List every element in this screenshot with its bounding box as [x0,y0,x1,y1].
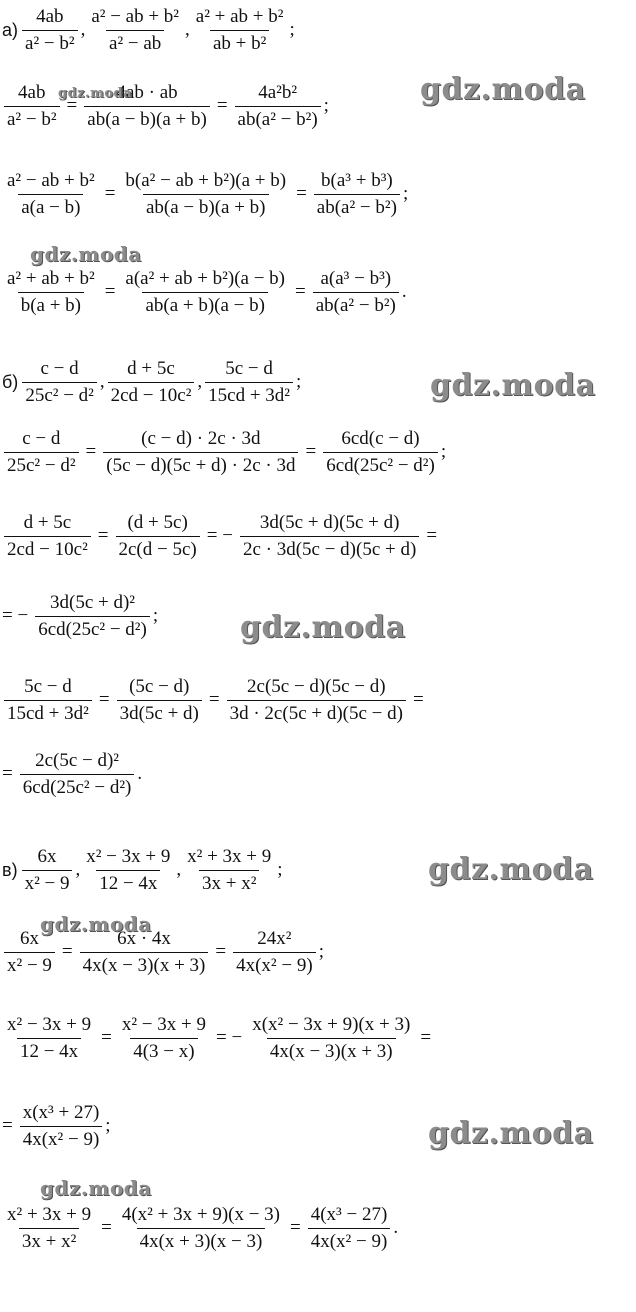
fraction: $\frac{\text{3d(5c + d)²}}{\text{6cd(25c² − d²)}}$ [35,592,150,641]
fraction: $\frac{\text{a² + ab + b²}}{b(a + b)}$ [7,268,95,316]
part-b-step-1: $\frac{c - d}{\text{25c² − d²}}$ = $\frac{(c - d) \cdot 2c \cdot 3d}{(5c - d)(5c + d) \cdot 2c \cdot 3d}$ = $\frac{6cd(c - d)}{\text{6cd(25c² − d²)}}$ ; [2,428,447,477]
fraction: $\frac{6x \cdot 4x}{4x(x - 3)(x + 3)}$ [80,928,209,977]
fraction: $\frac{4ab \cdot ab}{ab(a - b)(a + b)}$ [84,82,210,131]
fraction: $\frac{\text{x(x² − 3x + 9)(x + 3)}}{4x(x - 3)(x + 3)}$ [252,1014,411,1062]
part-b-step-3: $\frac{5c - d}{\text{15cd + 3d²}}$ = $\frac{(5c - d)}{3d(5c + d)}$ = $\frac{2c(5c - d)(5c - d)}{3d \cdot 2c(5c + d)(5c - d)}$ = [2,676,429,725]
fraction: $\frac{\text{x² − 3x + 9}}{12 - 4x}$ [86,846,171,894]
part-a-label: а) [2,19,19,40]
fraction: $\frac{(c - d) \cdot 2c \cdot 3d}{(5c - d)(5c + d) \cdot 2c \cdot 3d}$ [103,428,298,477]
fraction: $\frac{5c - d}{\text{15cd + 3d²}}$ [205,358,293,407]
fraction: $\frac{\text{x² − 3x + 9}}{4(3 - x)}$ [121,1014,206,1062]
fraction: $\frac{(d + 5c)}{2c(d - 5c)}$ [116,512,200,561]
fraction: $\frac{\text{x² + 3x + 9}}{\text{3x + x²}}$ [187,846,272,894]
fraction: $\frac{(5c - d)}{3d(5c + d)}$ [117,676,202,725]
fraction: $\frac{d + 5c}{\text{2cd − 10c²}}$ [108,358,195,407]
fraction: $\frac{6cd(c - d)}{\text{6cd(25c² − d²)}}$ [323,428,438,477]
fraction: $\frac{4ab}{\text{a² − b²}}$ [4,82,60,131]
fraction: $\frac{6x}{\text{x² − 9}}$ [22,846,73,895]
part-a-given: а) $\frac{4ab}{\text{a² − b²}}$ , $\frac{\text{a² − ab + b²}}{\text{a² − ab}}$ , $\frac{\text{a² + ab + b²}}{\text{ab + b²}}$ ; [2,6,295,54]
fraction: $\frac{\text{a(a³ − b³)}}{\text{ab(a² − b²)}}$ [313,268,399,317]
part-v-step-2: $\frac{\text{x² − 3x + 9}}{12 - 4x}$ = $\frac{\text{x² − 3x + 9}}{4(3 - x)}$ = − $\frac{\text{x(x² − 3x + 9)(x + 3)}}{4x(x - 3)(x + 3)}$ = [2,1014,436,1063]
fraction: $\frac{\text{a² + ab + b²}}{\text{ab + b²}}$ [195,6,284,54]
watermark: gdz.moda [428,1116,594,1151]
part-a-step-3: $\frac{\text{a² + ab + b²}}{b(a + b)}$ = $\frac{\text{a(a² + ab + b²)(a − b)}}{ab(a + b)(a - b)}$ = $\frac{\text{a(a³ − b³)}}{\text{ab(a² − b²)}}$ . [2,268,408,317]
part-a-step-1: $\frac{4ab}{\text{a² − b²}}$ = $\frac{4ab \cdot ab}{ab(a - b)(a + b)}$ = $\frac{\text{4a²b²}}{\text{ab(a² − b²)}}$ ; [2,82,330,131]
part-v-given: в) $\frac{6x}{\text{x² − 9}}$ , $\frac{\text{x² − 3x + 9}}{12 - 4x}$ , $\frac{\text{x² + 3x + 9}}{\text{3x + x²}}$ ; [2,846,283,894]
watermark: gdz.moda [240,610,406,645]
fraction: $\frac{\text{a² − ab + b²}}{\text{a² − ab}}$ [91,6,180,54]
fraction: $\frac{\text{24x²}}{\text{4x(x² − 9)}}$ [233,928,316,977]
part-b-given: б) $\frac{c - d}{\text{25c² − d²}}$ , $\frac{d + 5c}{\text{2cd − 10c²}}$ , $\frac{5c - d}{\text{15cd + 3d²}}$ ; [2,358,302,406]
fraction: $\frac{c - d}{\text{25c² − d²}}$ [22,358,97,407]
part-v-step-3: $\frac{\text{x² + 3x + 9}}{\text{3x + x²}}$ = $\frac{\text{4(x² + 3x + 9)(x − 3)}}{4x(x + 3)(x - 3)}$ = $\frac{\text{4(x³ − 27)}}{\text{4x(x² − 9)}}$ . [2,1204,399,1253]
watermark: gdz.moda [30,242,142,266]
part-v-step-2-result: = $\frac{\text{x(x³ + 27)}}{\text{4x(x² − 9)}}$ ; [2,1102,111,1150]
fraction: $\frac{\text{b(a³ + b³)}}{\text{ab(a² − b²)}}$ [314,170,400,219]
part-a-step-2: $\frac{\text{a² − ab + b²}}{a(a - b)}$ = $\frac{\text{b(a² − ab + b²)(a + b)}}{ab(a - b)(a + b)}$ = $\frac{\text{b(a³ + b³)}}{\text{ab(a² − b²)}}$ ; [2,170,409,219]
part-b-step-2-result: = − $\frac{\text{3d(5c + d)²}}{\text{6cd(25c² − d²)}}$ ; [2,592,159,640]
part-b-step-3-result: = $\frac{\text{2c(5c − d)²}}{\text{6cd(25c² − d²)}}$ . [2,750,143,798]
fraction: $\frac{\text{x(x³ + 27)}}{\text{4x(x² − 9)}}$ [20,1102,103,1151]
fraction: $\frac{3d(5c + d)(5c + d)}{2c \cdot 3d(5c - d)(5c + d)}$ [240,512,419,561]
watermark: gdz.moda [430,368,596,403]
watermark: gdz.moda [58,86,133,101]
fraction: $\frac{\text{4(x³ − 27)}}{\text{4x(x² − 9)}}$ [308,1204,391,1253]
watermark: gdz.moda [40,912,152,936]
watermark: gdz.moda [420,72,586,107]
fraction: $\frac{d + 5c}{\text{2cd − 10c²}}$ [4,512,91,561]
part-b-step-2: $\frac{d + 5c}{\text{2cd − 10c²}}$ = $\frac{(d + 5c)}{2c(d - 5c)}$ = − $\frac{3d(5c + d)(5c + d)}{2c \cdot 3d(5c - d)(5c + d)}$ = [2,512,442,561]
fraction: $\frac{\text{2c(5c − d)²}}{\text{6cd(25c² − d²)}}$ [20,750,135,799]
fraction: $\frac{\text{a² − ab + b²}}{a(a - b)}$ [7,170,95,218]
fraction: $\frac{2c(5c - d)(5c - d)}{3d \cdot 2c(5c + d)(5c - d)}$ [227,676,406,725]
fraction: $\frac{\text{a(a² + ab + b²)(a − b)}}{ab(a + b)(a - b)}$ [125,268,286,316]
fraction: $\frac{\text{x² − 3x + 9}}{12 - 4x}$ [7,1014,92,1062]
watermark: gdz.moda [40,1176,152,1200]
watermark: gdz.moda [428,852,594,887]
part-v-label: в) [2,859,18,880]
fraction: $\frac{5c - d}{\text{15cd + 3d²}}$ [4,676,92,725]
part-v-step-1: $\frac{6x}{\text{x² − 9}}$ = $\frac{6x \cdot 4x}{4x(x - 3)(x + 3)}$ = $\frac{\text{24x²}}{\text{4x(x² − 9)}}$ ; [2,928,325,977]
fraction: $\frac{4ab}{\text{a² − b²}}$ [22,6,78,55]
fraction: $\frac{\text{b(a² − ab + b²)(a + b)}}{ab(a - b)(a + b)}$ [125,170,287,218]
fraction: $\frac{6x}{\text{x² − 9}}$ [4,928,55,977]
fraction: $\frac{c - d}{\text{25c² − d²}}$ [4,428,79,477]
fraction: $\frac{\text{4a²b²}}{\text{ab(a² − b²)}}$ [235,82,321,131]
fraction: $\frac{\text{x² + 3x + 9}}{\text{3x + x²}}$ [7,1204,92,1252]
fraction: $\frac{\text{4(x² + 3x + 9)(x − 3)}}{4x(x + 3)(x - 3)}$ [121,1204,281,1252]
part-b-label: б) [2,371,19,392]
